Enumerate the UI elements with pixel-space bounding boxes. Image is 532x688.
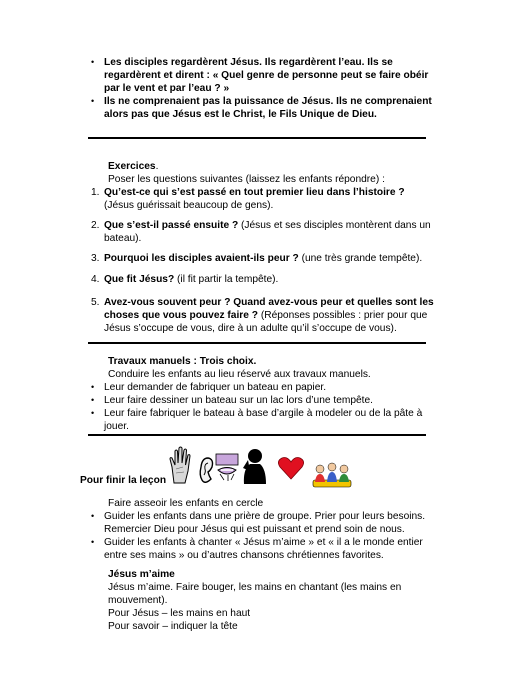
travaux-item-3-line-1: Leur faire fabriquer le bateau à base d’argile à modeler ou de la pâte à (104, 408, 423, 419)
question-number: 4. (91, 274, 100, 285)
section-divider (88, 342, 426, 344)
jesus-line-4: Pour savoir – indiquer la tête (108, 621, 238, 632)
finir-bullet-1-line-1: Guider les enfants dans une prière de groupe. Prier pour leurs besoins. (104, 511, 426, 522)
bullet-marker: • (91, 537, 95, 547)
intro-bullet-1-line-1: Les disciples regardèrent Jésus. Ils regardèrent l’eau. Ils se (104, 57, 393, 68)
travaux-item-2: Leur faire dessiner un bateau sur un lac lors d’une tempête. (104, 395, 373, 406)
children-group-icon (312, 460, 352, 488)
jesus-title: Jésus m’aime (108, 569, 175, 580)
travaux-intro: Conduire les enfants au lieu réservé aux travaux manuels. (108, 369, 371, 380)
bullet-marker: • (91, 395, 95, 405)
jesus-line-1: Jésus m’aime. Faire bouger, les mains en chantant (les mains en (108, 582, 402, 593)
question-2-answer: bateau). (104, 233, 142, 244)
travaux-item-3-line-2: jouer. (104, 421, 129, 432)
question-number: 5. (91, 297, 100, 308)
question-3-line: Pourquoi les disciples avaient-ils peur ? (une très grande tempête). (104, 253, 423, 264)
question-5-line-1: Avez-vous souvent peur ? Quand avez-vous peur et quelles sont les (104, 297, 434, 308)
section-divider (88, 137, 426, 139)
praying-child-icon (236, 447, 272, 485)
bullet-marker: • (91, 511, 95, 521)
travaux-title: Travaux manuels : Trois choix. (108, 356, 257, 367)
intro-bullet-2-line-1: Ils ne comprenaient pas la puissance de Jésus. Ils ne comprenaient (104, 96, 432, 107)
question-5-line-2: choses que vous pouvez faire ? (Réponses possibles : prier pour que (104, 310, 428, 321)
finir-bullet-1-line-2: Remercier Dieu pour Jésus qui est puissant et prend soin de nous. (104, 524, 405, 535)
exercices-title: Exercices. (108, 161, 159, 172)
question-4-line: Que fit Jésus? (il fit partir la tempête). (104, 274, 279, 285)
bullet-marker: • (91, 382, 95, 392)
question-number: 1. (91, 187, 100, 198)
question-1-answer: (Jésus guérissait beaucoup de gens). (104, 200, 274, 211)
finir-intro: Faire asseoir les enfants en cercle (108, 498, 264, 509)
jesus-line-2: mouvement). (108, 595, 168, 606)
finir-title: Pour finir la leçon (80, 475, 167, 486)
finir-bullet-2-line-1: Guider les enfants à chanter « Jésus m’aime » et « il a le monde entier (104, 537, 423, 548)
jesus-line-3: Pour Jésus – les mains en haut (108, 608, 251, 619)
bullet-marker: • (91, 408, 95, 418)
bullet-marker: • (91, 57, 95, 67)
question-5-answer: Jésus s’occupe de vous, dire à un adulte qu’il s’occupe de vous). (104, 323, 397, 334)
finir-bullet-2-line-2: entre ses mains » ou d’autres chansons chrétiennes favorites. (104, 550, 384, 561)
exercices-intro: Poser les questions suivantes (laissez les enfants répondre) : (108, 174, 385, 185)
section-divider (88, 434, 426, 436)
bullet-marker: • (91, 96, 95, 106)
question-number: 3. (91, 253, 100, 264)
question-1-text: Qu’est-ce qui s’est passé en tout premier lieu dans l’histoire ? (104, 187, 405, 198)
intro-bullet-1-line-2: regardèrent et dirent : « Quel genre de personne peut se faire obéir (104, 70, 429, 81)
question-2-line: Que s’est-il passé ensuite ? (Jésus et ses disciples montèrent dans un (104, 220, 431, 231)
question-number: 2. (91, 220, 100, 231)
ear-icon (197, 455, 215, 485)
heart-icon (277, 455, 305, 481)
travaux-item-1: Leur demander de fabriquer un bateau en papier. (104, 382, 327, 393)
intro-bullet-2-line-2: alors pas que Jésus est le Christ, le Fils Unique de Dieu. (104, 109, 377, 120)
intro-bullet-1-line-3: par le vent et par l’eau ? » (104, 83, 230, 94)
hand-icon (168, 445, 192, 485)
